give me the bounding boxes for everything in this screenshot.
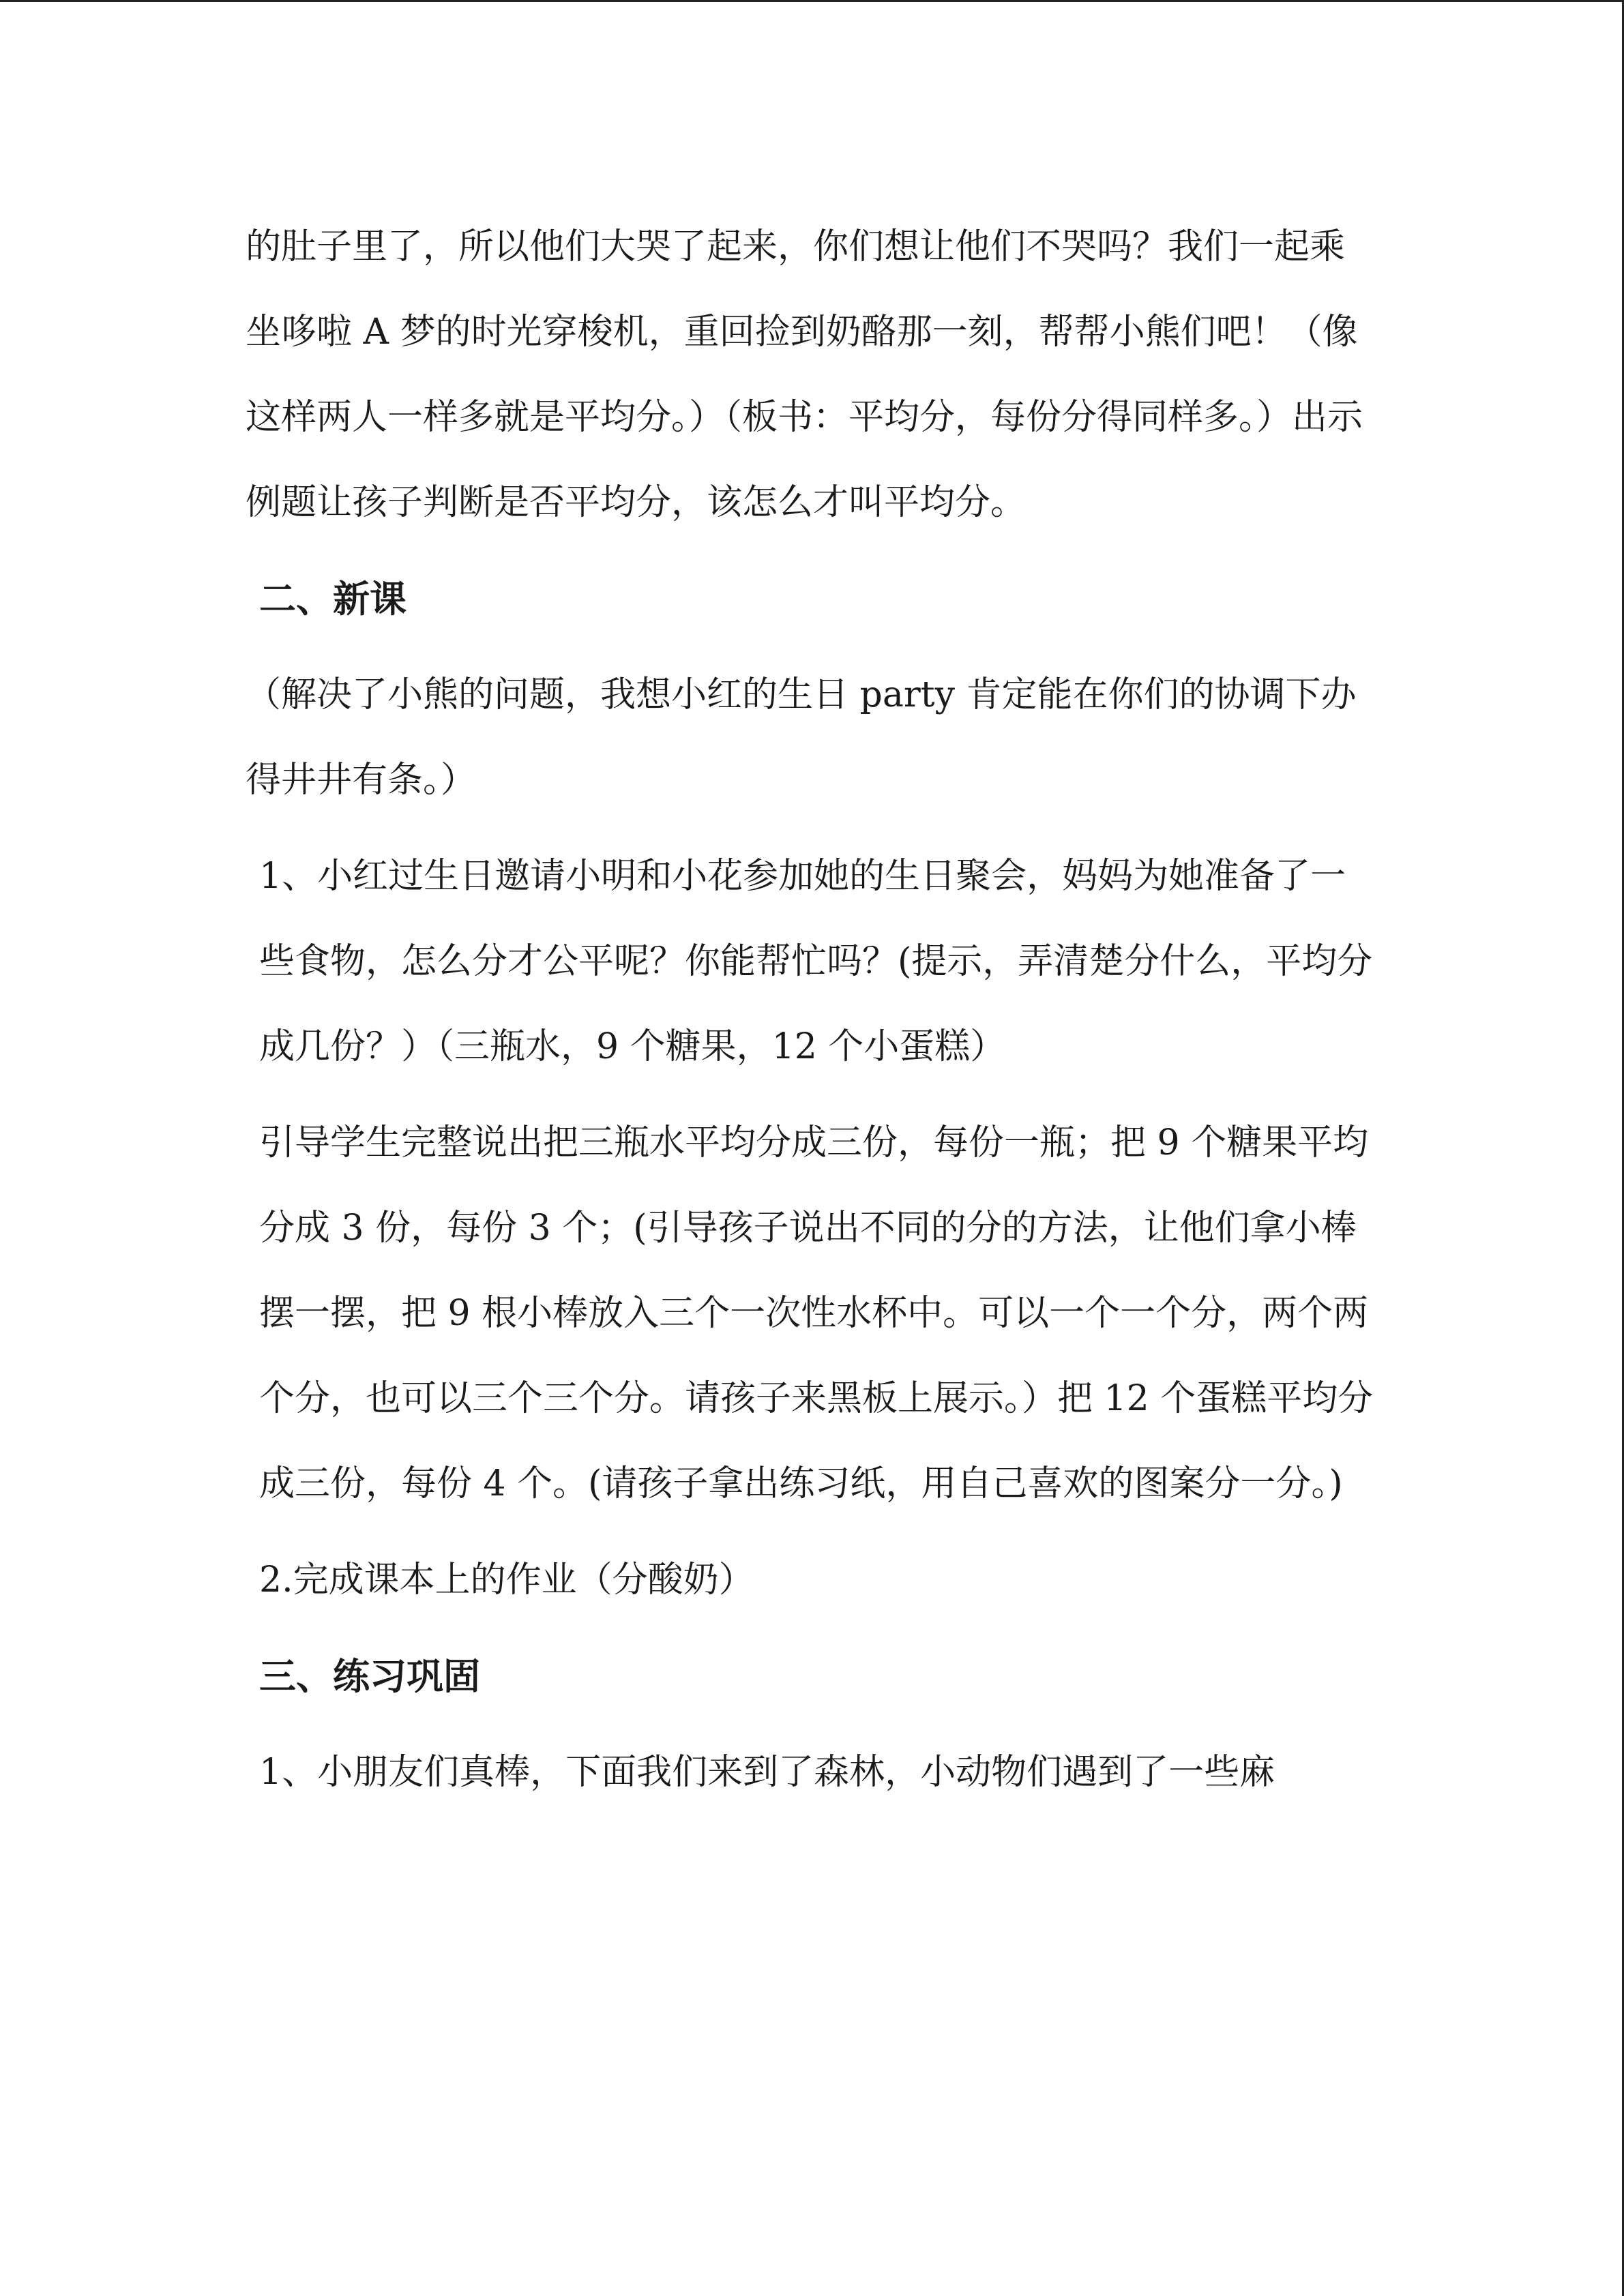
paragraph-birthday-question: 1、小红过生日邀请小明和小花参加她的生日聚会，妈妈为她准备了一些食物，怎么分才公平呢？你能帮忙吗？(提示，弄清楚分什么，平均分成几份？）（三瓶水，9 个糖果，12 个小蛋糕） — [259, 856, 1373, 1067]
document-page — [246, 205, 1378, 1815]
section-heading-practice: 三、练习巩固 — [259, 1654, 480, 1698]
paragraph-party-transition: （解决了小熊的问题，我想小红的生日 party 肯定能在你们的协调下办得井井有条。） — [246, 674, 1357, 801]
section-heading-new-lesson: 二、新课 — [259, 577, 407, 621]
paragraph-textbook-homework: 2.完成课本上的作业（分酸奶） — [259, 1560, 754, 1600]
paragraph-forest-exercise: 1、小朋友们真棒，下面我们来到了森林，小动物们遇到了一些麻 — [259, 1752, 1275, 1793]
paragraph-guided-division: 引导学生完整说出把三瓶水平均分成三份，每份一瓶；把 9 个糖果平均分成 3 份，每份 3 个；(引导孩子说出不同的分的方法，让他们拿小棒摆一摆，把 9 根小棒放入三个一次性水杯中。可以一个一个分，两个两个分，也可以三个三个分。请孩子来黑板上展示。）把 12 个蛋糕平均分成三份，每份 4 个。(请孩子拿出练习纸，用自己喜欢的图案分一分。) — [259, 1122, 1374, 1504]
paragraph-intro-continued: 的肚子里了，所以他们大哭了起来，你们想让他们不哭吗？我们一起乘坐哆啦 A 梦的时光穿梭机，重回捡到奶酪那一刻，帮帮小熊们吧！（像这样两人一样多就是平均分。）（板书：平均分，每份分得同样多。）出示例题让孩子判断是否平均分，该怎么才叫平均分。 — [246, 226, 1363, 523]
top-border-line — [0, 0, 1624, 2]
